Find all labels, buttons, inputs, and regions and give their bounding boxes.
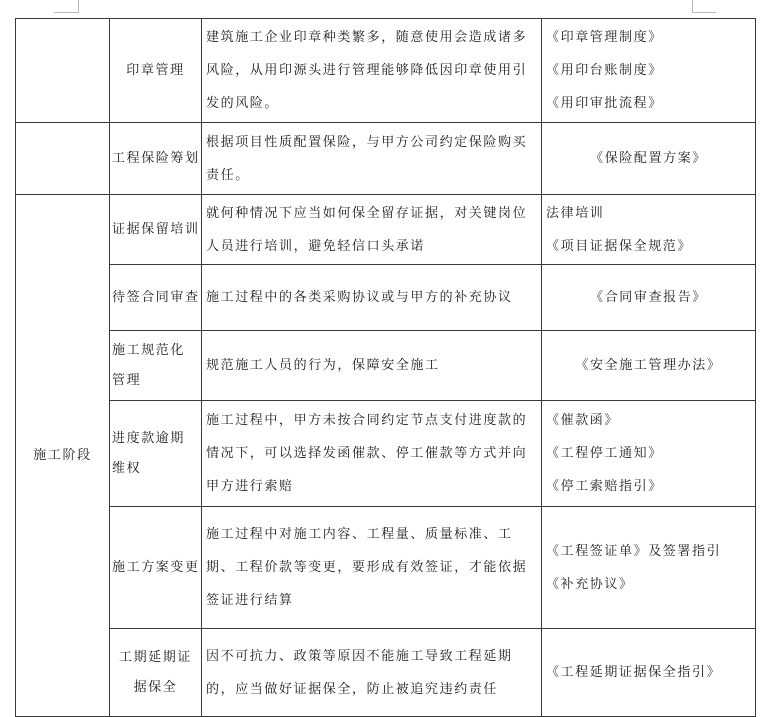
document-name: 《工程签证单》及签署指引: [546, 543, 722, 559]
description-text: 施工过程中的各类采购协议或与甲方的补充协议: [206, 290, 513, 305]
document-name: 《工程停工通知》: [546, 446, 663, 461]
document-name: 《停工索赔指引》: [546, 479, 663, 494]
document-cell: [542, 19, 756, 123]
document-name: 《项目证据保全规范》: [546, 238, 693, 254]
description-text: 施工过程中，甲方未按合同约定节点支付进度款的情况下，可以选择发函催款、停工催款等方式并向甲方进行索赔: [206, 413, 528, 494]
description-cell: [202, 195, 542, 265]
description-text: 根据项目性质配置保险，与甲方公司约定保险购买责任。: [206, 134, 528, 183]
item-cell: [110, 507, 202, 629]
item-label: 待签合同审查: [112, 289, 200, 305]
document-name: 法律培训: [546, 205, 605, 221]
description-text: 因不可抗力、政策等原因不能施工导致工程延期的，应当做好证据保全，防止被追究违约责任: [206, 648, 513, 697]
table-row: [16, 265, 756, 331]
stage-label: 施工阶段: [33, 447, 92, 463]
document-name: 《保险配置方案》: [590, 151, 707, 166]
description-text: 施工过程中对施工内容、工程量、质量标准、工期、工程价款等变更，要形成有效签证，才能依据签证进行结算: [206, 527, 528, 608]
item-label: 证据保留培训: [112, 221, 200, 237]
document-cell: [542, 331, 756, 401]
description-text: 规范施工人员的行为，保障安全施工: [206, 358, 440, 373]
item-label: 施工规范化管理: [112, 342, 186, 388]
document-cell: [542, 507, 756, 629]
description-text: 建筑施工企业印章种类繁多，随意使用会造成诸多风险，从用印源头进行管理能够降低因印章使用引发的风险。: [206, 30, 528, 111]
table-row: [16, 123, 756, 195]
item-cell: [110, 123, 202, 195]
document-name: 《安全施工管理办法》: [575, 358, 722, 373]
legal-service-table: [15, 18, 756, 717]
item-label: 施工方案变更: [112, 559, 200, 575]
crop-mark-right-v: [692, 0, 693, 13]
document-name: 《用印台账制度》: [546, 63, 663, 78]
document-cell: [542, 629, 756, 717]
description-cell: [202, 19, 542, 123]
table-row: [16, 507, 756, 629]
document-name: 《补充协议》: [546, 576, 634, 592]
description-cell: [202, 507, 542, 629]
crop-mark-left-v: [78, 0, 79, 13]
item-cell: [110, 19, 202, 123]
document-cell: [542, 195, 756, 265]
item-label: 印章管理: [126, 62, 185, 78]
item-label: 工期延期证据保全: [118, 649, 192, 695]
document-name: 《催款函》: [546, 413, 620, 428]
description-cell: [202, 123, 542, 195]
description-cell: [202, 401, 542, 507]
table-row: [16, 19, 756, 123]
item-cell: [110, 401, 202, 507]
item-cell: [110, 195, 202, 265]
item-cell: [110, 331, 202, 401]
crop-mark-right-h: [692, 12, 716, 13]
description-cell: [202, 265, 542, 331]
document-cell: [542, 401, 756, 507]
description-text: 就何种情况下应当如何保全留存证据，对关键岗位人员进行培训，避免轻信口头承诺: [206, 205, 528, 254]
table-row: [16, 331, 756, 401]
stage-cell-prev: [16, 19, 110, 123]
document-cell: [542, 265, 756, 331]
description-cell: [202, 629, 542, 717]
item-cell: [110, 629, 202, 717]
item-label: 工程保险筹划: [112, 150, 200, 166]
table-row: [16, 195, 756, 265]
description-cell: [202, 331, 542, 401]
document-name: 《工程延期证据保全指引》: [546, 665, 722, 680]
stage-cell-prev: [16, 123, 110, 195]
document-name: 《合同审查报告》: [590, 290, 707, 305]
document-name: 《印章管理制度》: [546, 30, 663, 45]
table-row: [16, 401, 756, 507]
item-cell: [110, 265, 202, 331]
item-label: 进度款逾期维权: [112, 430, 186, 476]
document-cell: [542, 123, 756, 195]
stage-cell: [16, 195, 110, 717]
document-name: 《用印审批流程》: [546, 96, 663, 111]
crop-mark-left-h: [54, 12, 78, 13]
table-row: [16, 629, 756, 717]
